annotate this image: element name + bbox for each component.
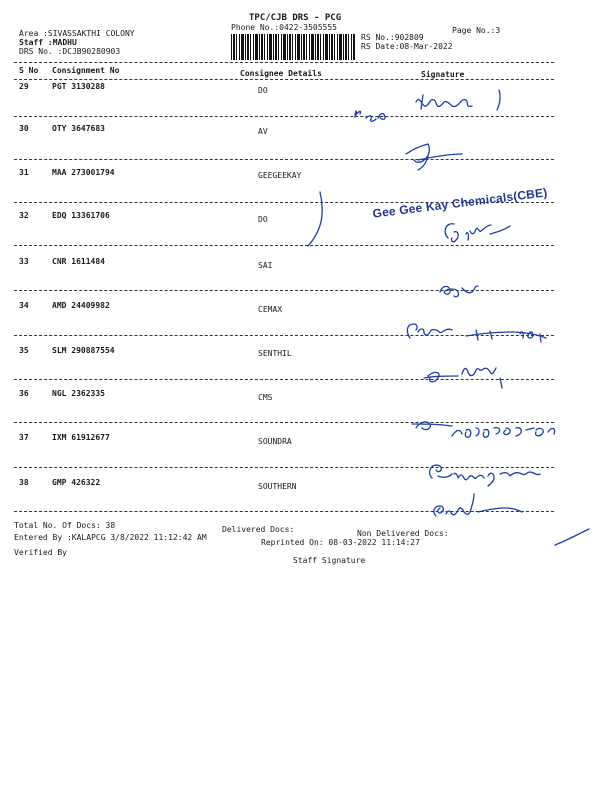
row-consignee: SENTHIL — [258, 349, 292, 358]
row-consignment: SLM 290887554 — [52, 346, 115, 355]
staff-label: Staff :MADHU — [19, 38, 77, 47]
row-consignment: GMP 426322 — [52, 478, 101, 487]
corner-mark — [555, 529, 589, 545]
page-title: TPC/CJB DRS - PCG — [249, 13, 342, 23]
row-sno: 30 — [19, 124, 29, 133]
signature-row-33 — [440, 286, 478, 297]
rs-date: RS Date:08-Mar-2022 — [361, 42, 453, 51]
signature-row-29 — [416, 90, 500, 110]
signature-row-37 — [412, 422, 555, 437]
row-consignment: AMD 24409982 — [52, 301, 110, 310]
phone-number: Phone No.:0422-3505555 — [231, 23, 337, 32]
column-sno: S No — [19, 66, 39, 75]
rs-number: RS No.:902809 — [361, 33, 424, 42]
row-consignee: DO — [258, 86, 268, 95]
total-docs: Total No. Of Docs: 38 — [14, 521, 116, 530]
row-consignment: EDQ 13361706 — [52, 211, 110, 220]
signature-row-32 — [445, 224, 510, 242]
signature-row-36 — [424, 368, 502, 388]
non-delivered-docs: Non Delivered Docs: — [357, 529, 449, 538]
row-sno: 36 — [19, 389, 29, 398]
row-sno: 31 — [19, 168, 29, 177]
column-consignment: Consignment No — [52, 66, 120, 75]
delivered-docs: Delivered Docs: — [222, 525, 295, 534]
row-consignment: PGT 3130288 — [52, 82, 105, 91]
entered-by: Entered By :KALAPCG 3/8/2022 11:12:42 AM — [14, 533, 207, 542]
row-consignee: CEMAX — [258, 305, 283, 314]
area-label: Area :SIVASSAKTHI COLONY — [19, 29, 135, 38]
signature-row-32-stroke — [308, 192, 322, 246]
row-consignment: CNR 1611484 — [52, 257, 105, 266]
row-sno: 33 — [19, 257, 29, 266]
row-consignment: NGL 2362335 — [52, 389, 105, 398]
row-sno: 34 — [19, 301, 29, 310]
row-consignee: DO — [258, 215, 268, 224]
row-consignee: SOUTHERN — [258, 482, 297, 491]
row-sno: 32 — [19, 211, 29, 220]
column-consignee: Consignee Details — [240, 69, 322, 78]
row-sno: 38 — [19, 478, 29, 487]
row-sno: 35 — [19, 346, 29, 355]
page-number: Page No.:3 — [452, 26, 501, 35]
company-stamp: Gee Gee Kay Chemicals(CBE) — [371, 185, 549, 221]
verified-by: Verified By — [14, 548, 67, 557]
row-consignee: AV — [258, 127, 268, 136]
row-consignee: SOUNDRA — [258, 437, 292, 446]
reprinted-on: Reprinted On: 08-03-2022 11:14:27 — [261, 538, 420, 547]
row-consignee: GEEGEEKAY — [258, 171, 302, 180]
row-consignment: OTY 3647683 — [52, 124, 105, 133]
signature-bottom — [434, 494, 522, 516]
row-consignee: SAI — [258, 261, 273, 270]
signature-row-38 — [430, 465, 540, 486]
signature-row-29b — [355, 111, 385, 121]
row-consignee: CMS — [258, 393, 273, 402]
signature-row-31 — [406, 144, 462, 170]
row-consignment: MAA 273001794 — [52, 168, 115, 177]
column-signature: Signature — [421, 70, 465, 79]
row-sno: 29 — [19, 82, 29, 91]
signature-row-35 — [407, 324, 546, 342]
staff-signature: Staff Signature — [293, 556, 366, 565]
row-sno: 37 — [19, 433, 29, 442]
row-consignment: IXM 61912677 — [52, 433, 110, 442]
drs-number: DRS No. :DCJB90280903 — [19, 47, 121, 56]
